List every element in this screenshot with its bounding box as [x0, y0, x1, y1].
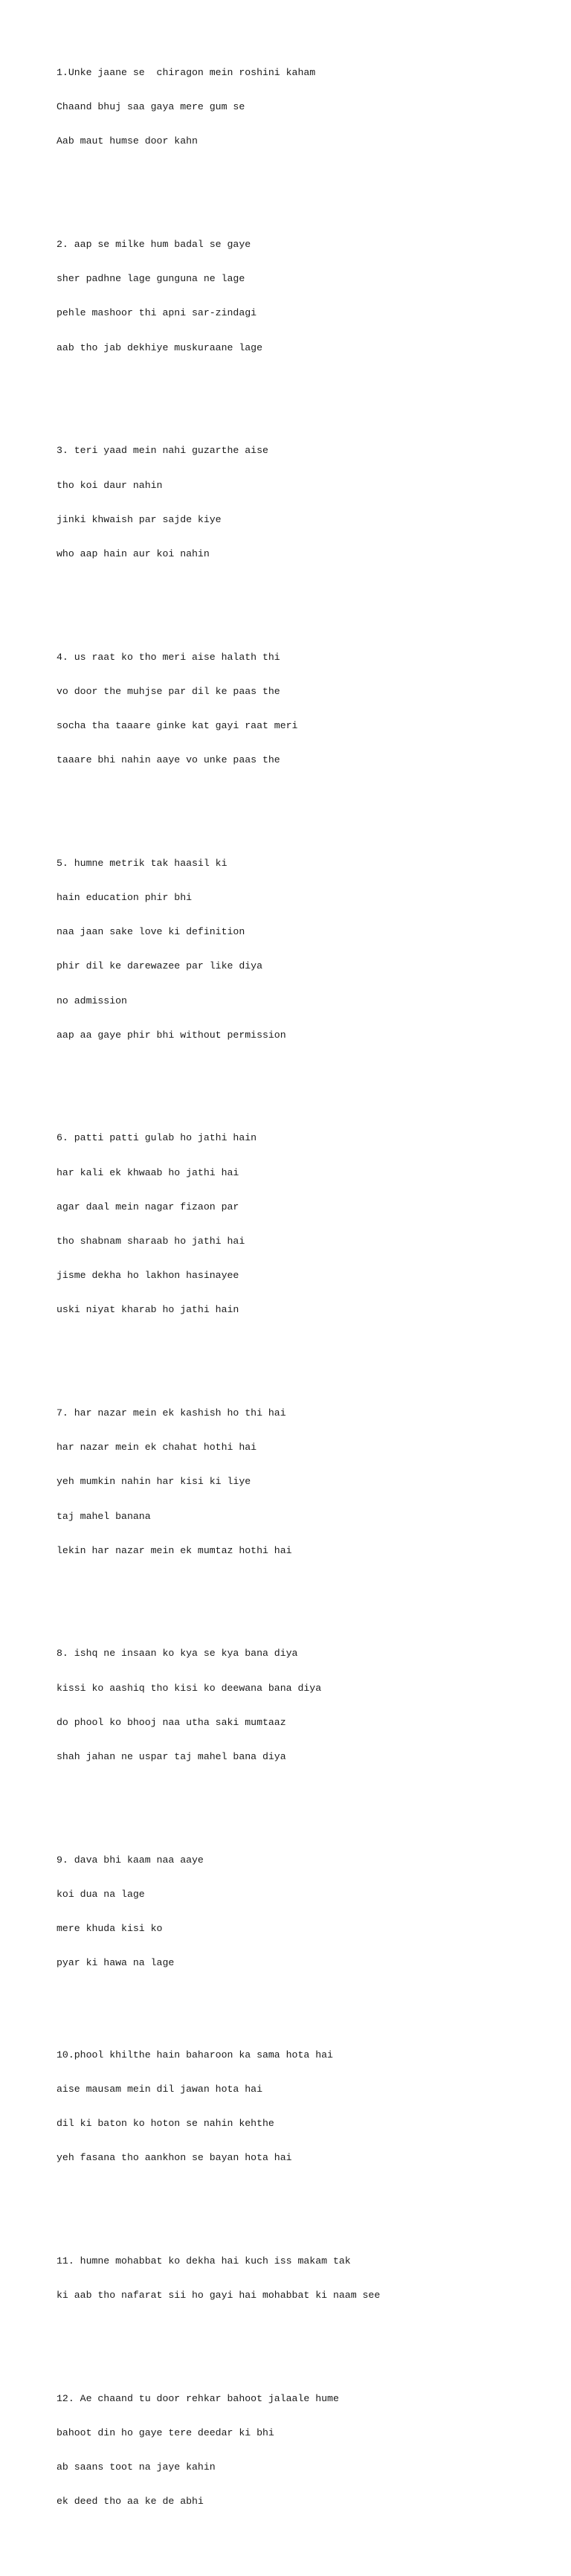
stanza-line: yeh fasana tho aankhon se bayan hota hai [57, 2152, 292, 2164]
stanza-line: Chaand bhuj saa gaya mere gum se [57, 101, 245, 113]
stanza-line: kissi ko aashiq tho kisi ko deewana bana diya [57, 1682, 322, 1694]
stanza-10 [57, 2026, 562, 2187]
stanza-5 [57, 835, 562, 1064]
stanza-2 [57, 216, 562, 376]
stanza-line: har kali ek khwaab ho jathi hai [57, 1166, 239, 1178]
stanza-3 [57, 422, 562, 582]
stanza-line: phir dil ke darewazee par like diya [57, 960, 262, 972]
stanza-line: yeh mumkin nahin har kisi ki liye [57, 1476, 251, 1488]
stanza-line: who aap hain aur koi nahin [57, 547, 210, 559]
stanza-line: 9. dava bhi kaam naa aaye [57, 1854, 204, 1866]
stanza-line: 2. aap se milke hum badal se gaye [57, 239, 251, 251]
stanza-11 [57, 2232, 562, 2324]
stanza-line: Aab maut humse door kahn [57, 135, 198, 147]
poem-list [57, 10, 562, 2576]
stanza-line: 10.phool khilthe hain baharoon ka sama hota hai [57, 2049, 333, 2061]
stanza-line: shah jahan ne uspar taj mahel bana diya [57, 1751, 286, 1763]
stanza-12 [57, 2370, 562, 2531]
stanza-line: hain education phir bhi [57, 891, 193, 903]
stanza-line: ek deed tho aa ke de abhi [57, 2496, 204, 2508]
stanza-line: ki aab tho nafarat sii ho gayi hai mohabbat ki naam see [57, 2290, 381, 2301]
stanza-line: do phool ko bhooj naa utha saki mumtaaz [57, 1716, 286, 1728]
stanza-line: dil ki baton ko hoton se nahin kehthe [57, 2117, 274, 2129]
stanza-line: 6. patti patti gulab ho jathi hain [57, 1132, 257, 1144]
stanza-line: tho koi daur nahin [57, 479, 163, 491]
stanza-7 [57, 1384, 562, 1579]
stanza-8 [57, 1625, 562, 1786]
stanza-6 [57, 1110, 562, 1339]
stanza-line: 3. teri yaad mein nahi guzarthe aise [57, 445, 268, 457]
stanza-line: 12. Ae chaand tu door rehkar bahoot jalaale hume [57, 2392, 339, 2404]
stanza-line: bahoot din ho gaye tere deedar ki bhi [57, 2426, 274, 2438]
stanza-4 [57, 629, 562, 789]
stanza-line: 1.Unke jaane se chiragon mein roshini kaham [57, 67, 316, 79]
stanza-line: aab tho jab dekhiye muskuraane lage [57, 341, 262, 353]
stanza-line: har nazar mein ek chahat hothi hai [57, 1442, 257, 1454]
stanza-line: sher padhne lage gunguna ne lage [57, 273, 245, 285]
stanza-line: pehle mashoor thi apni sar-zindagi [57, 307, 257, 319]
stanza-line: tho shabnam sharaab ho jathi hai [57, 1236, 245, 1247]
stanza-line: lekin har nazar mein ek mumtaz hothi hai [57, 1544, 292, 1556]
stanza-line: uski niyat kharab ho jathi hain [57, 1304, 239, 1316]
stanza-9 [57, 1831, 562, 1992]
stanza-line: ab saans toot na jaye kahin [57, 2461, 216, 2473]
stanza-line: jinki khwaish par sajde kiye [57, 513, 222, 525]
stanza-line: vo door the muhjse par dil ke paas the [57, 685, 280, 697]
stanza-1 [57, 44, 562, 170]
stanza-line: taaare bhi nahin aaye vo unke paas the [57, 754, 280, 766]
stanza-line: no admission [57, 995, 127, 1006]
stanza-line: mere khuda kisi ko [57, 1923, 163, 1935]
stanza-line: koi dua na lage [57, 1888, 145, 1900]
stanza-line: aise mausam mein dil jawan hota hai [57, 2083, 262, 2095]
stanza-line: 5. humne metrik tak haasil ki [57, 857, 228, 869]
stanza-line: 11. humne mohabbat ko dekha hai kuch iss makam tak [57, 2255, 351, 2267]
stanza-line: agar daal mein nagar fizaon par [57, 1201, 239, 1212]
stanza-line: naa jaan sake love ki definition [57, 926, 245, 938]
stanza-line: jisme dekha ho lakhon hasinayee [57, 1270, 239, 1282]
stanza-line: taj mahel banana [57, 1510, 151, 1522]
stanza-line: pyar ki hawa na lage [57, 1957, 175, 1969]
stanza-line: aap aa gaye phir bhi without permission [57, 1029, 286, 1041]
stanza-line: 7. har nazar mein ek kashish ho thi hai [57, 1407, 286, 1419]
stanza-line: socha tha taaare ginke kat gayi raat meri [57, 719, 298, 731]
stanza-line: 4. us raat ko tho meri aise halath thi [57, 651, 280, 663]
stanza-line: 8. ishq ne insaan ko kya se kya bana diya [57, 1648, 298, 1660]
